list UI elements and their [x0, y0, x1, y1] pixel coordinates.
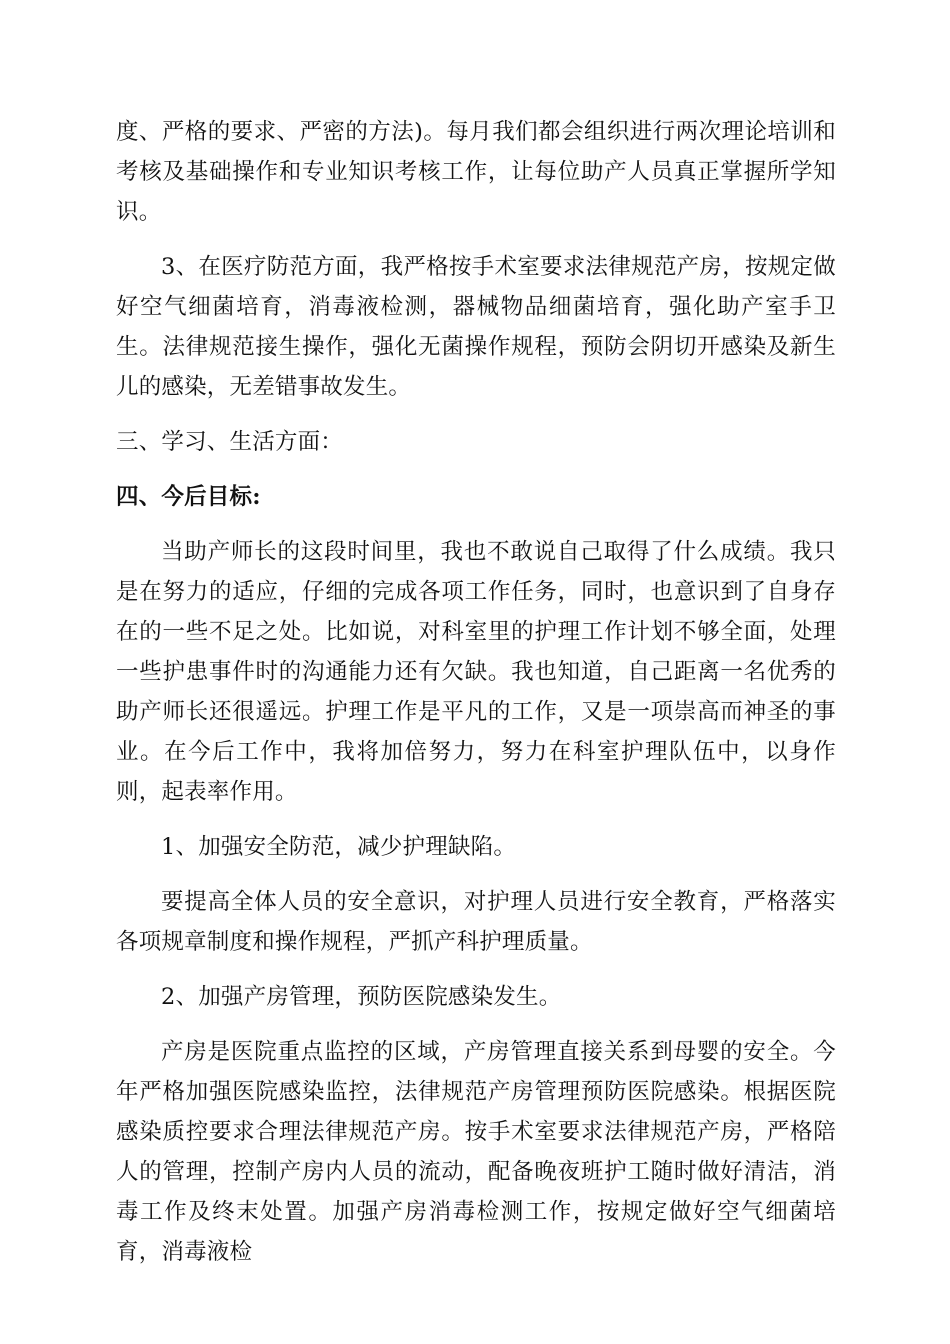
- paragraph-medical-prevention: 3、在医疗防范方面，我严格按手术室要求法律规范产房，按规定做好空气细菌培育，消毒液检测，器械物品细菌培育，强化助产室手卫生。法律规范接生操作，强化无菌操作规程，预防会阴切开感染及新生儿的感染，无差错事故发生。: [116, 254, 836, 400]
- goal-2-heading: 2、加强产房管理，预防医院感染发生。: [161, 984, 562, 1010]
- document-body: [116, 112, 836, 1272]
- heading-study-life: 三、学习、生活方面：: [116, 429, 344, 455]
- goal-1-body: 要提高全体人员的安全意识，对护理人员进行安全教育，严格落实各项规章制度和操作规程，严抓产科护理质量。: [116, 889, 836, 955]
- goal-1-heading: 1、加强安全防范，减少护理缺陷。: [161, 834, 517, 860]
- paragraph-training: 度、严格的要求、严密的方法)。每月我们都会组织进行两次理论培训和考核及基础操作和专业知识考核工作，让每位助产人员真正掌握所学知识。: [116, 119, 836, 225]
- heading-future-goals: 四、今后目标:: [116, 484, 261, 510]
- paragraph-future-goals: 当助产师长的这段时间里，我也不敢说自己取得了什么成绩。我只是在努力的适应，仔细的完成各项工作任务，同时，也意识到了自身存在的一些不足之处。比如说，对科室里的护理工作计划不够全面，处理一些护患事件时的沟通能力还有欠缺。我也知道，自己距离一名优秀的助产师长还很遥远。护理工作是平凡的工作，又是一项崇高而神圣的事业。在今后工作中，我将加倍努力，努力在科室护理队伍中，以身作则，起表率作用。: [116, 539, 836, 805]
- goal-2-body: 产房是医院重点监控的区域，产房管理直接关系到母婴的安全。今年严格加强医院感染监控，法律规范产房管理预防医院感染。根据医院感染质控要求合理法律规范产房。按手术室要求法律规范产房，严格陪人的管理，控制产房内人员的流动，配备晚夜班护工随时做好清洁，消毒工作及终末处置。加强产房消毒检测工作，按规定做好空气细菌培育，消毒液检: [116, 1039, 836, 1265]
